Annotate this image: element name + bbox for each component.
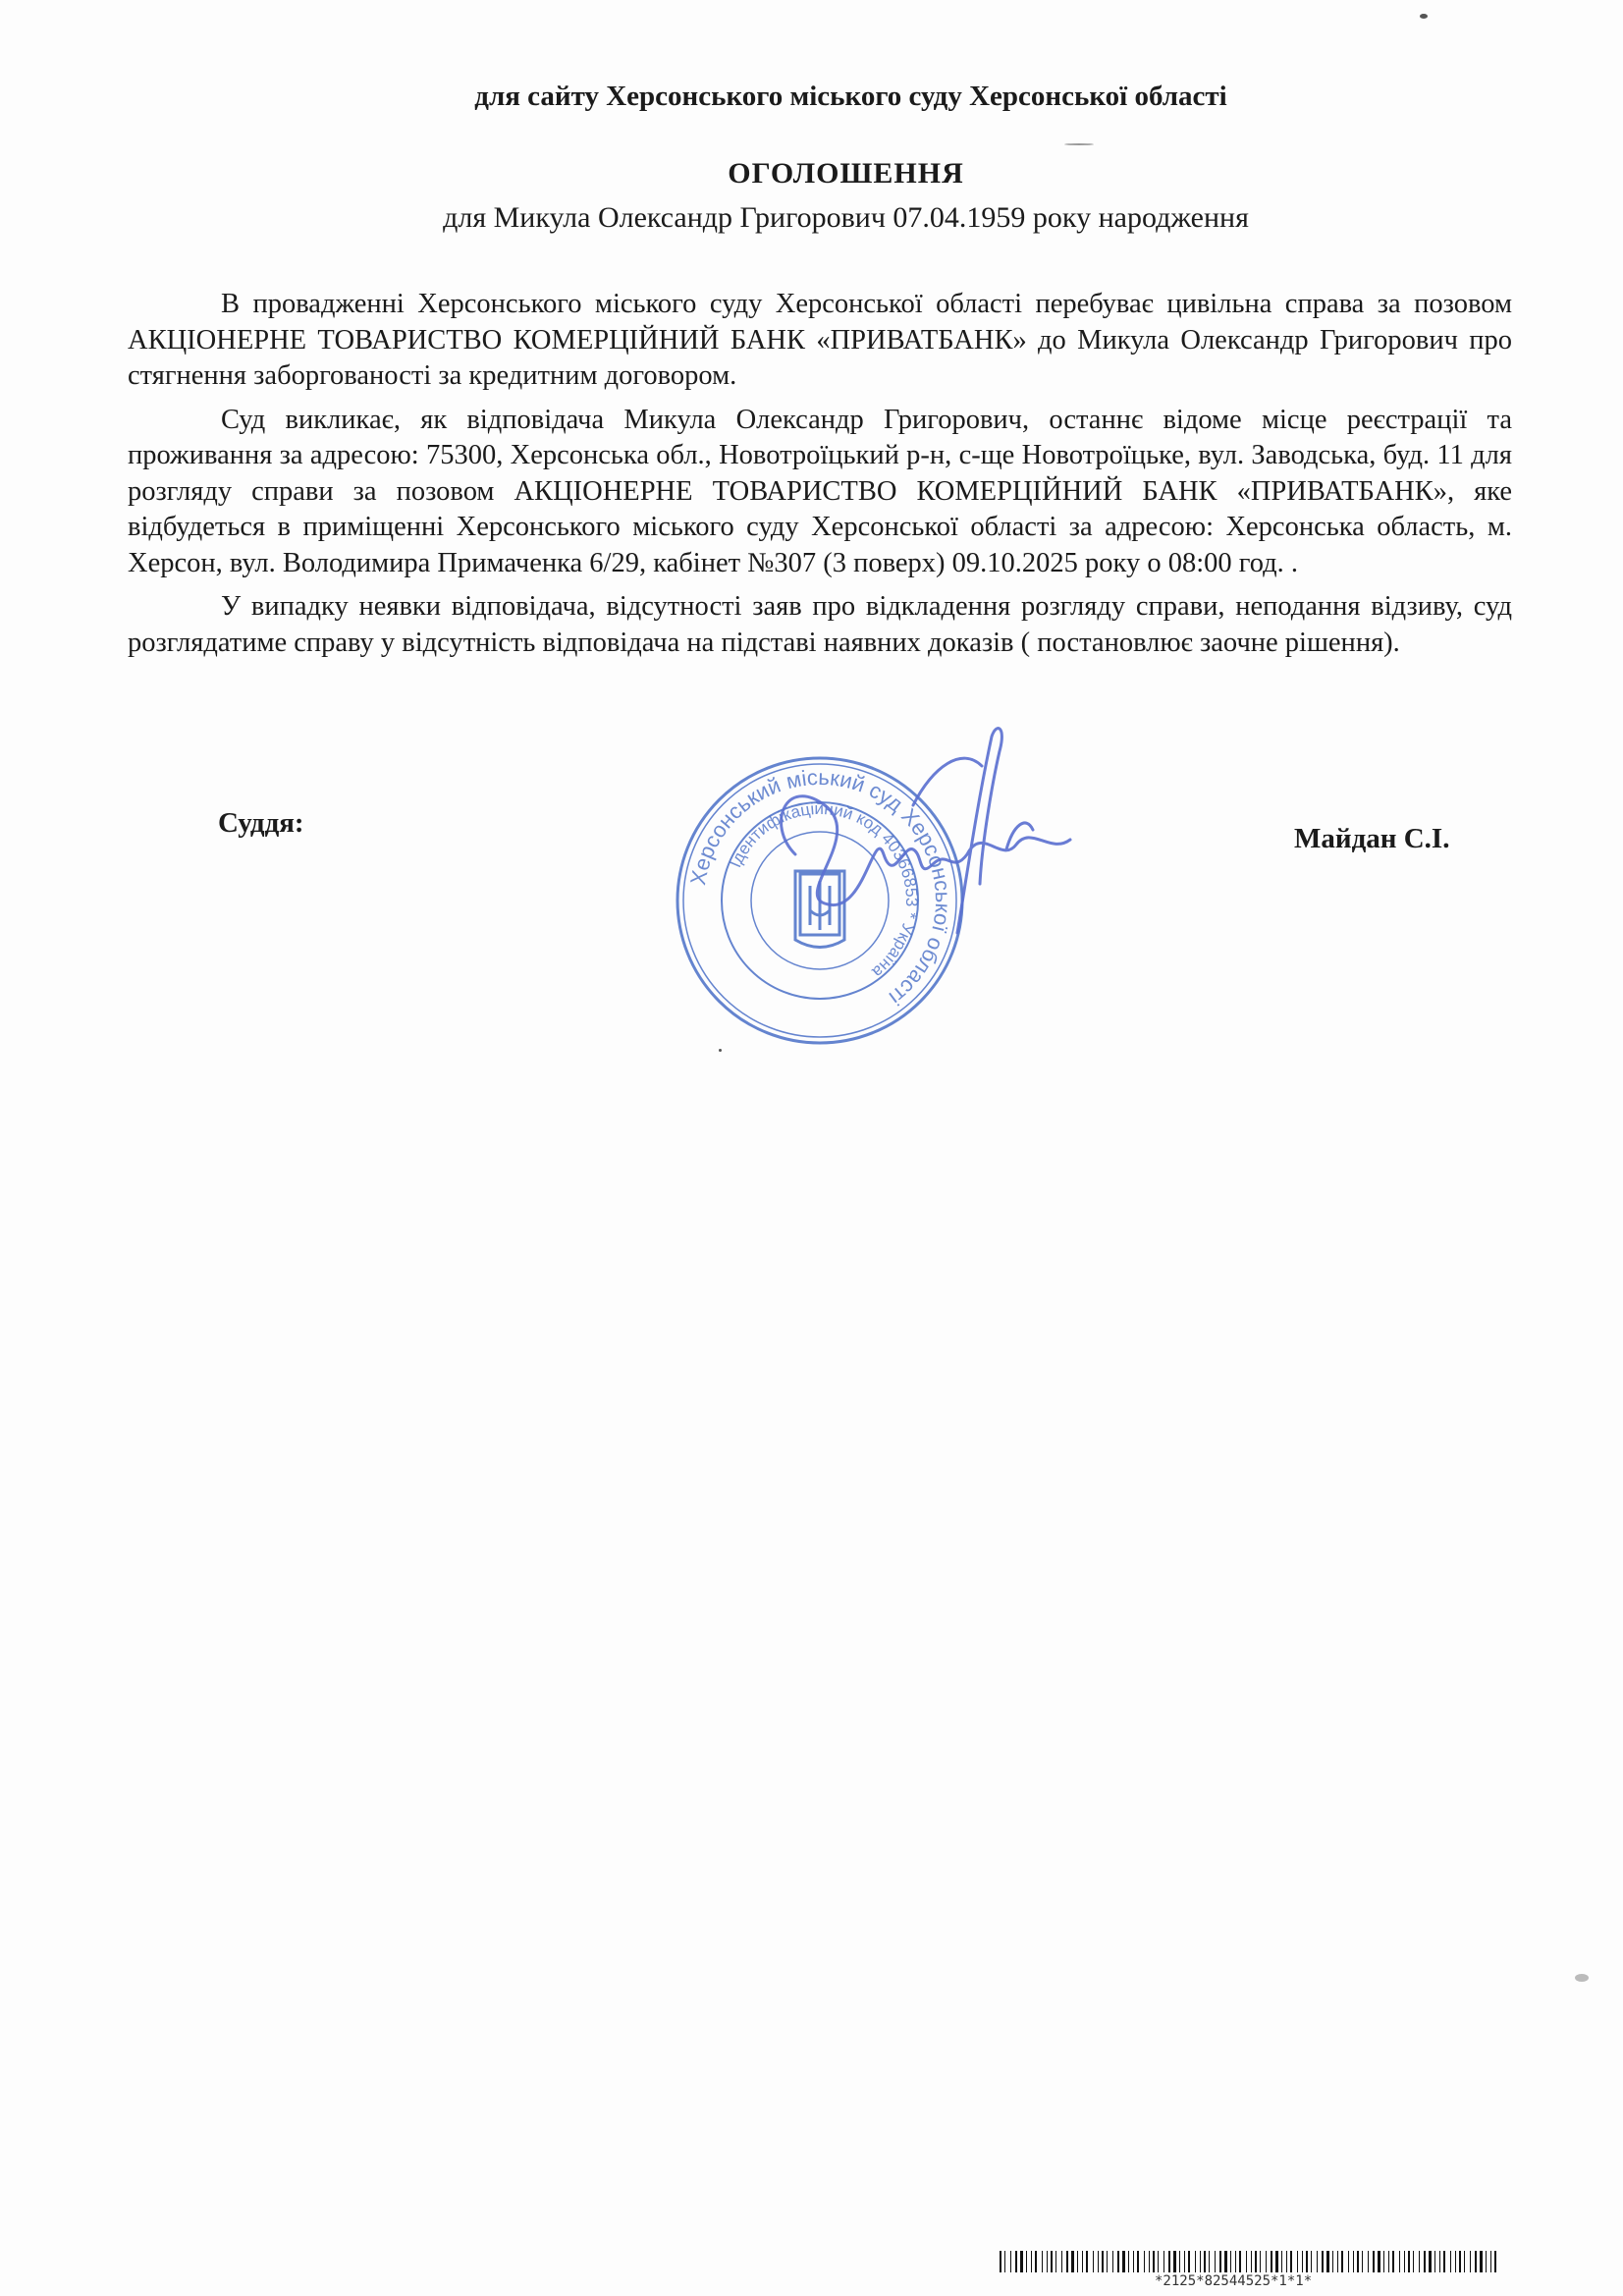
- barcode-bar: [1434, 2251, 1435, 2272]
- barcode-bar: [1368, 2251, 1369, 2272]
- barcode-bar: [1455, 2251, 1456, 2272]
- barcode-bar: [1246, 2251, 1247, 2272]
- barcode-bar: [1184, 2251, 1185, 2272]
- barcode-bar: [1281, 2251, 1282, 2272]
- barcode-bar: [1020, 2251, 1023, 2272]
- barcode-bar: [1337, 2251, 1338, 2272]
- barcode-bar: [1408, 2251, 1410, 2272]
- barcode-bar: [1297, 2251, 1298, 2272]
- barcode-bar: [1117, 2251, 1119, 2272]
- barcode-bar: [1413, 2251, 1414, 2272]
- barcode-bar: [1429, 2251, 1432, 2272]
- barcode-bar: [1470, 2251, 1471, 2272]
- barcode-bar: [1255, 2251, 1257, 2272]
- barcode-bar: [1071, 2251, 1074, 2272]
- barcode-bar: [1326, 2251, 1329, 2272]
- barcode-bar: [1475, 2251, 1477, 2272]
- barcode-bar: [1439, 2251, 1440, 2272]
- judge-label: Суддя:: [218, 807, 304, 839]
- barcode-bar: [1015, 2251, 1017, 2272]
- barcode-bar: [1353, 2251, 1354, 2272]
- barcode-bar: [1010, 2251, 1011, 2272]
- barcode-bar: [1399, 2251, 1400, 2272]
- barcode-bar: [1051, 2251, 1053, 2272]
- barcode-bar: [1219, 2251, 1221, 2272]
- document-header: для сайту Херсонського міського суду Херсонської області: [474, 81, 1227, 112]
- paragraph-absence: У випадку неявки відповідача, відсутності заяв про відкладення розгляду справи, неподання відзиву, суд розглядатиме справу у відсутність відповідача на підставі наявних доказів ( постановлює заочне рішення).: [128, 591, 1512, 658]
- barcode-bar: [1122, 2251, 1125, 2272]
- barcode-bar: [1450, 2251, 1451, 2272]
- scan-speck: [1575, 1974, 1589, 1982]
- barcode-bar: [1188, 2251, 1190, 2272]
- barcode-bar: [1419, 2251, 1420, 2272]
- barcode: [1000, 2251, 1500, 2272]
- barcode-bar: [1322, 2251, 1324, 2272]
- barcode-bar: [1332, 2251, 1333, 2272]
- scan-speck: [1420, 14, 1428, 19]
- barcode-bar: [1173, 2251, 1176, 2272]
- barcode-bar: [1383, 2251, 1384, 2272]
- barcode-bar: [1086, 2251, 1088, 2272]
- barcode-bar: [1348, 2251, 1349, 2272]
- barcode-bar: [1266, 2251, 1267, 2272]
- barcode-bar: [1235, 2251, 1236, 2272]
- barcode-bar: [1047, 2251, 1048, 2272]
- barcode-bar: [1026, 2251, 1027, 2272]
- paragraph-case: В провадженні Херсонського міського суду Херсонської області перебуває цивільна справа за позовом АКЦІОНЕРНЕ ТОВАРИСТВО КОМЕРЦІЙНИЙ БАНК «ПРИВАТБАНК» до Микула Олександр Григорович про стягнення заборгованості за кредитним договором.: [128, 289, 1512, 391]
- barcode-bar: [1195, 2251, 1196, 2272]
- barcode-bar: [1215, 2251, 1216, 2272]
- barcode-bar: [1093, 2251, 1094, 2272]
- stamp-inner-text: Ідентифікаційний код 40366853 * Україна: [726, 798, 922, 982]
- barcode-bar: [1077, 2251, 1078, 2272]
- barcode-bar: [1494, 2251, 1496, 2272]
- barcode-bar: [1311, 2251, 1312, 2272]
- barcode-bar: [1251, 2251, 1252, 2272]
- barcode-bar: [1209, 2251, 1210, 2272]
- barcode-bar: [1031, 2251, 1032, 2272]
- barcode-bar: [1149, 2251, 1150, 2272]
- document-subtitle: для Микула Олександр Григорович 07.04.1959 року народження: [443, 201, 1249, 234]
- paragraph-summons: Суд викликає, як відповідача Микула Олександр Григорович, останнє відоме місце реєстрації та проживання за адресою: 75300, Херсонська обл., Новотроїцький р-н, с-ще Новотроїцьке, вул. Заводська, буд. 11 для розгляду справи за позовом АКЦІОНЕРНЕ ТОВАРИСТВО КОМЕРЦІЙНИЙ БАНК «ПРИВАТБАНК», яке відбудеться в приміщенні Херсонського міського суду Херсонської області за адресою: Херсонська область, м. Херсон, вул. Володимира Примаченка 6/29, кабінет №307 (3 поверх) 09.10.2025 року о 08:00 год. .: [128, 404, 1512, 578]
- barcode-bar: [1443, 2251, 1445, 2272]
- barcode-bar: [1480, 2251, 1483, 2272]
- barcode-bar: [1490, 2251, 1491, 2272]
- barcode-bar: [1107, 2251, 1108, 2272]
- barcode-bar: [1373, 2251, 1375, 2272]
- scan-speck: [1064, 143, 1094, 145]
- barcode-bar: [1362, 2251, 1363, 2272]
- barcode-bar: [1163, 2251, 1164, 2272]
- barcode-bar: [1464, 2251, 1465, 2272]
- judge-name: Майдан С.І.: [1294, 823, 1450, 854]
- barcode-bar: [1290, 2251, 1292, 2272]
- barcode-text: *2125*82544525*1*1*: [1155, 2273, 1313, 2289]
- document-title: ОГОЛОШЕННЯ: [728, 157, 964, 190]
- barcode-bar: [1133, 2251, 1134, 2272]
- barcode-bar: [1341, 2251, 1343, 2272]
- barcode-bar: [1275, 2251, 1278, 2272]
- barcode-bar: [1486, 2251, 1487, 2272]
- barcode-bar: [1112, 2251, 1113, 2272]
- barcode-bar: [1424, 2251, 1426, 2272]
- barcode-bar: [1392, 2251, 1394, 2272]
- barcode-bar: [1153, 2251, 1155, 2272]
- scan-speck: [719, 1049, 722, 1052]
- barcode-bar: [1066, 2251, 1068, 2272]
- barcode-bar: [1286, 2251, 1287, 2272]
- document-body: [128, 287, 1512, 669]
- judge-signature: [756, 707, 1109, 962]
- barcode-bar: [1144, 2251, 1145, 2272]
- barcode-bar: [1137, 2251, 1139, 2272]
- barcode-bar: [1317, 2251, 1318, 2272]
- barcode-bar: [1061, 2251, 1062, 2272]
- barcode-bar: [1404, 2251, 1405, 2272]
- barcode-bar: [1230, 2251, 1231, 2272]
- barcode-bar: [1102, 2251, 1104, 2272]
- barcode-bar: [1098, 2251, 1099, 2272]
- barcode-bar: [1042, 2251, 1043, 2272]
- barcode-bar: [1204, 2251, 1206, 2272]
- barcode-bar: [1128, 2251, 1129, 2272]
- barcode-bar: [1035, 2251, 1037, 2272]
- barcode-bar: [1224, 2251, 1227, 2272]
- barcode-bar: [1239, 2251, 1241, 2272]
- barcode-bar: [1055, 2251, 1056, 2272]
- stamp-outer-text: Херсонський міський суд Херсонської області: [685, 764, 956, 1011]
- barcode-bar: [1179, 2251, 1180, 2272]
- barcode-bar: [1459, 2251, 1461, 2272]
- barcode-bar: [1200, 2251, 1201, 2272]
- barcode-bar: [1082, 2251, 1083, 2272]
- barcode-bar: [1004, 2251, 1005, 2272]
- barcode-bar: [1306, 2251, 1308, 2272]
- barcode-bar: [1260, 2251, 1261, 2272]
- barcode-bar: [1388, 2251, 1389, 2272]
- barcode-bar: [1302, 2251, 1303, 2272]
- barcode-bar: [1271, 2251, 1272, 2272]
- barcode-bar: [1357, 2251, 1359, 2272]
- barcode-bar: [1378, 2251, 1380, 2272]
- barcode-bar: [1158, 2251, 1159, 2272]
- barcode-bar: [1000, 2251, 1001, 2272]
- barcode-bar: [1168, 2251, 1170, 2272]
